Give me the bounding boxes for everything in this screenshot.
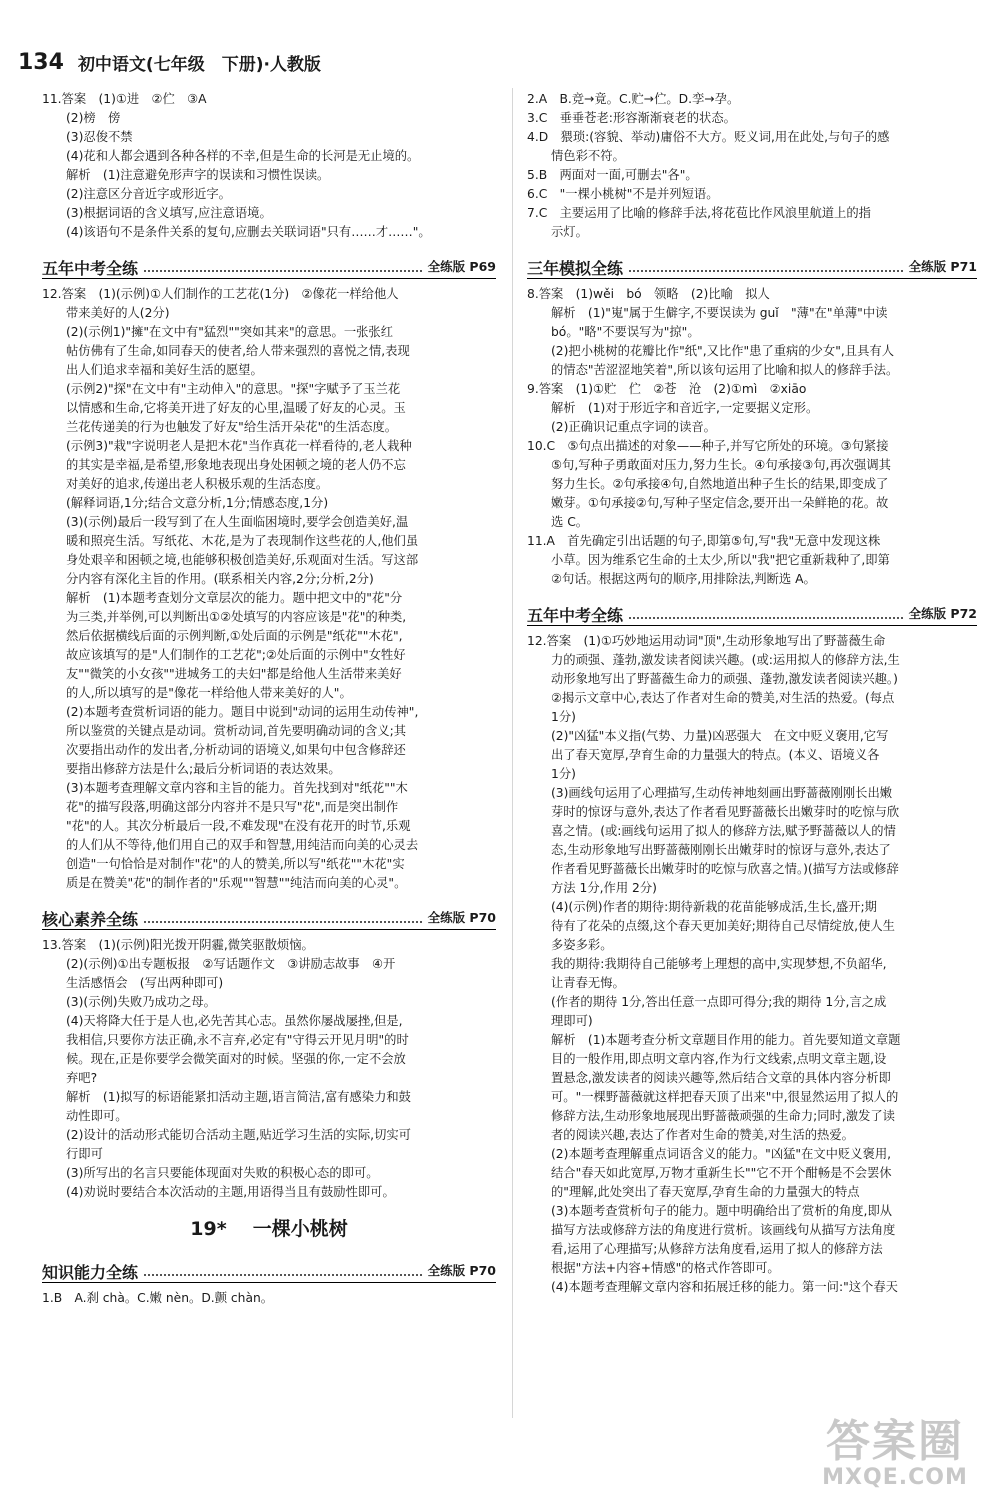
right-column xyxy=(527,90,977,1297)
watermark-text-en: MXQE.COM xyxy=(822,1465,968,1490)
text-line: 者的阅读兴趣,表达了作者对生命的赞美,对生活的热爱。 xyxy=(551,1128,854,1142)
text-line: 12.答案 (1)①巧妙地运用动词"顶",生动形象地写出了野蔷薇生命 xyxy=(527,634,886,648)
text-line: 出了春天宽厚,孕育生命的力量强大的特点。(本义、语境义各 xyxy=(551,748,880,762)
text-line: 3.C 垂垂苍老:形容渐渐衰老的状态。 xyxy=(527,111,736,125)
dotted-leader xyxy=(144,270,422,272)
text-line: 行即可 xyxy=(66,1147,103,1161)
text-line: 以情感和生命,它将美开进了好友的心里,温暖了好友的心灵。玉 xyxy=(66,401,406,415)
dotted-leader xyxy=(629,617,903,619)
column-divider xyxy=(512,88,513,1418)
text-line: 次要指出动作的发出者,分析动词的语境义,如果句中包含修辞还 xyxy=(66,743,406,757)
text-line: 然后依据横线后面的示例判断,①处后面的示例是"纸花""木花", xyxy=(66,629,403,643)
text-line: 芽时的惊讶与意外,表达了作者看见野蔷薇长出嫩芽时的吃惊与欣 xyxy=(551,805,900,819)
text-line: (4)天将降大任于是人也,必先苦其心志。虽然你屡战屡挫,但是, xyxy=(66,1014,403,1028)
section-title: 五年中考全练 xyxy=(527,606,624,625)
text-line: 暖和照亮生活。写纸花、木花,是为了表现制作这些花的人,他们虽 xyxy=(66,534,419,548)
text-line: 可。"一棵野蔷薇就这样把春天顶了出来"中,很显然运用了拟人的 xyxy=(551,1090,899,1104)
text-line: (3)根据词语的含义填写,应注意语境。 xyxy=(66,206,272,220)
text-line: 看,运用了心理描写;从修辞方法角度看,运用了拟人的修辞方法 xyxy=(551,1242,883,1256)
lesson-number: 19* xyxy=(190,1218,227,1240)
text-line: (2)榜 傍 xyxy=(66,111,121,125)
text-line: 1.B A.刹 chà。C.嫩 nèn。D.颤 chàn。 xyxy=(42,1291,274,1305)
text-line: 11.答案 (1)①进 ②伫 ③A xyxy=(42,92,207,106)
text-line: 为三类,并举例,可以判断出①②处填写的内容应该是"花"的种类, xyxy=(66,610,407,624)
text-line: 情色彩不符。 xyxy=(551,149,625,163)
text-line: 小草。因为维系它生命的土太少,所以"我"把它重新栽种了,即第 xyxy=(551,553,890,567)
page-reference: 全练版 P72 xyxy=(908,606,977,621)
text-line: 创造"一句恰恰是对制作"花"的人的赞美,所以写"纸花""木花"实 xyxy=(66,857,405,871)
text-line: (3)本题考查理解文章内容和主旨的能力。首先找到对"纸花""木 xyxy=(66,781,408,795)
lesson-title: 一棵小桃树 xyxy=(252,1218,348,1240)
text-line: 解析 (1)"嵬"属于生僻字,不要误读为 guǐ "薄"在"单薄"中读 xyxy=(551,306,888,320)
page-reference: 全练版 P70 xyxy=(427,910,496,925)
text-line: 对美好的追求,传递出老人积极乐观的生活态度。 xyxy=(66,477,329,491)
text-line: 解析 (1)本题考查分析文章题目作用的能力。首先要知道文章题 xyxy=(551,1033,901,1047)
text-line: 分内容有深化主旨的作用。(联系相关内容,2分;分析,2分) xyxy=(66,572,374,586)
text-line: 解析 (1)本题考查划分文章层次的能力。题中把文中的"花"分 xyxy=(66,591,403,605)
text-line: 嫩芽。①句承接②句,写种子坚定信念,要开出一朵鲜艳的花。故 xyxy=(551,496,889,510)
text-line: 出人们追求幸福和美好生活的愿望。 xyxy=(66,363,263,377)
text-line: 理即可) xyxy=(551,1014,593,1028)
text-line: (2)本题考查赏析词语的能力。题目中说到"动词的运用生动传神", xyxy=(66,705,419,719)
text-line: 质是在赞美"花"的制作者的"乐观""智慧""纯洁而向美的心灵"。 xyxy=(66,876,407,890)
section-heading xyxy=(527,595,977,626)
text-line: 花"的描写段落,明确这部分内容并不是只写"花",而是突出制作 xyxy=(66,800,399,814)
text-line: (4)劝说时要结合本次活动的主题,用语得当且有鼓励性即可。 xyxy=(66,1185,395,1199)
text-line: ②句话。根据这两句的顺序,用排除法,判断选 A。 xyxy=(551,572,816,586)
text-line: 的情态"苦涩涩地笑着",所以该句运用了比喻和拟人的修辞手法。 xyxy=(551,363,899,377)
text-line: 候。现在,正是你要学会微笑面对的时候。坚强的你,一定不会放 xyxy=(66,1052,406,1066)
text-line: 弃吧? xyxy=(66,1071,98,1085)
text-line: (4)该语句不是条件关系的复句,应删去关联词语"只有……才……"。 xyxy=(66,225,431,239)
text-line: (解释词语,1分;结合文意分析,1分;情感态度,1分) xyxy=(66,496,329,510)
section-title: 五年中考全练 xyxy=(42,259,139,278)
text-line: (2)(示例1)"擁"在文中有"猛烈""突如其来"的意思。一张张红 xyxy=(66,325,394,339)
text-line: 的人们从不等待,他们用自己的双手和智慧,用纯洁而向美的心灵去 xyxy=(66,838,419,852)
text-line: (3)本题考查赏析句子的能力。题中明确给出了赏析的角度,即从 xyxy=(551,1204,893,1218)
text-line: 所以鉴赏的关键点是动词。赏析动词,首先要明确动词的含义;其 xyxy=(66,724,407,738)
text-line: 13.答案 (1)(示例)阳光拨开阴霾,微笑驱散烦恼。 xyxy=(42,938,314,952)
section-title: 核心素养全练 xyxy=(42,910,139,929)
text-line: (4)(示例)作者的期待:期待新栽的花苗能够成活,生长,盛开;期 xyxy=(551,900,877,914)
left-column xyxy=(42,90,496,1308)
text-line: 1分) xyxy=(551,710,576,724)
text-line: (3)画线句运用了心理描写,生动传神地刻画出野蔷薇刚刚长出嫩 xyxy=(551,786,893,800)
text-line: (示例2)"探"在文中有"主动伸入"的意思。"探"字赋予了玉兰花 xyxy=(66,382,401,396)
text-line: 10.C ⑤句点出描述的对象——种子,并写它所处的环境。③句紧接 xyxy=(527,439,889,453)
watermark-logo xyxy=(800,1418,990,1492)
text-line: (4)本题考查理解文章内容和拓展迁移的能力。第一问:"这个春天 xyxy=(551,1280,898,1294)
text-line: 根据"方法+内容+情感"的格式作答即可。 xyxy=(551,1261,780,1275)
section-heading xyxy=(527,248,977,279)
text-line: 6.C "一棵小桃树"不是并列短语。 xyxy=(527,187,719,201)
text-line: (3)忍俊不禁 xyxy=(66,130,133,144)
text-line: 我相信,只要你方法正确,永不言弃,必定有"守得云开见月明"的时 xyxy=(66,1033,409,1047)
text-line: (2)把小桃树的花瓣比作"纸",又比作"患了重病的少女",且具有人 xyxy=(551,344,894,358)
text-line: 的人,所以填写的是"像花一样给他人带来美好的人"。 xyxy=(66,686,352,700)
text-line: 解析 (1)拟写的标语能紧扣活动主题,语言简洁,富有感染力和鼓 xyxy=(66,1090,411,1104)
text-line: 选 C。 xyxy=(551,515,589,529)
text-line: 的"理解,此处突出了春天宽厚,孕育生命的力量强大的特点 xyxy=(551,1185,860,1199)
page-reference: 全练版 P69 xyxy=(427,259,496,274)
text-line: 我的期待:我期待自己能够考上理想的高中,实现梦想,不负韶华, xyxy=(551,957,887,971)
section-title: 知识能力全练 xyxy=(42,1263,139,1282)
text-line: 要指出修辞方法是什么;最后分析词语的表达效果。 xyxy=(66,762,341,776)
text-line: (2)本题考查理解重点词语含义的能力。"凶猛"在文中贬义褒用, xyxy=(551,1147,892,1161)
page-title: 初中语文(七年级 下册)·人教版 xyxy=(77,54,321,75)
text-line: 友""微笑的小女孩""进城务工的夫妇"都是给他人生活带来美好 xyxy=(66,667,402,681)
section-title: 三年模拟全练 xyxy=(527,259,624,278)
text-line: 兰花传递美的行为也触发了好友"给生活开朵花"的生活态度。 xyxy=(66,420,398,434)
text-line: (2)"凶猛"本义指(气势、力量)凶恶强大 在文中贬义褒用,它写 xyxy=(551,729,889,743)
text-line: (3)(示例)最后一段写到了在人生面临困境时,要学会创造美好,温 xyxy=(66,515,409,529)
text-line: bó。"略"不要误写为"掠"。 xyxy=(551,325,700,339)
text-line: (4)花和人都会遇到各种各样的不幸,但是生命的长河是无止境的。 xyxy=(66,149,420,163)
text-line: 故应该填写的是"人们制作的工艺花";②处后面的示例中"女牲好 xyxy=(66,648,406,662)
page-reference: 全练版 P70 xyxy=(427,1263,496,1278)
text-line: 11.A 首先确定引出话题的句子,即第⑤句,写"我"无意中发现这株 xyxy=(527,534,881,548)
text-line: 动性即可。 xyxy=(66,1109,128,1123)
text-line: 2.A B.竞→竟。C.贮→伫。D.孪→孕。 xyxy=(527,92,740,106)
text-line: 力的顽强、蓬勃,激发读者阅读兴趣。(或:运用拟人的修辞方法,生 xyxy=(551,653,900,667)
lesson-heading xyxy=(42,1212,496,1246)
text-line: (3)(示例)失败乃成功之母。 xyxy=(66,995,216,1009)
dotted-leader xyxy=(144,921,422,923)
text-line: 努力生长。②句承接④句,自然地道出种子生长的结果,即变成了 xyxy=(551,477,889,491)
text-line: 作者看见野蔷薇长出嫩芽时的吃惊与欣喜之情。)(描写方法或修辞 xyxy=(551,862,899,876)
text-line: ⑤句,写种子勇敢面对压力,努力生长。④句承接③句,再次强调其 xyxy=(551,458,891,472)
section-heading xyxy=(42,899,496,930)
text-line: 解析 (1)注意避免形声字的误读和习惯性误读。 xyxy=(66,168,330,182)
text-line: 8.答案 (1)wěi bó 领略 (2)比喻 拟人 xyxy=(527,287,770,301)
text-line: 动形象地写出了野蔷薇生命力的顽强、蓬勃,激发读者阅读兴趣。) xyxy=(551,672,898,686)
page-number: 134 xyxy=(18,49,64,75)
text-line: ②揭示文章中心,表达了作者对生命的赞美,对生活的热爱。(每点 xyxy=(551,691,895,705)
section-heading xyxy=(42,248,496,279)
text-line: (2)正确识记重点字词的读音。 xyxy=(551,420,716,434)
text-line: 示灯。 xyxy=(551,225,588,239)
text-line: 12.答案 (1)(示例)①人们制作的工艺花(1分) ②像花一样给他人 xyxy=(42,287,399,301)
text-line: 9.答案 (1)①贮 伫 ②苍 沧 (2)①mì ②xiāo xyxy=(527,382,807,396)
text-line: 喜之情。(或:画线句运用了拟人的修辞方法,赋予野蔷薇以人的情 xyxy=(551,824,896,838)
text-line: 描写方法或修辞方法的角度进行赏析。该画线句从描写方法角度 xyxy=(551,1223,896,1237)
text-line: "花"的人。其次分析最后一段,不难发现"在没有花开的时节,乐观 xyxy=(66,819,411,833)
text-line: 1分) xyxy=(551,767,576,781)
dotted-leader xyxy=(629,270,903,272)
text-line: 生活感悟会 (写出两种即可) xyxy=(66,976,224,990)
text-line: (3)所写出的名言只要能体现面对失败的积极心态的即可。 xyxy=(66,1166,379,1180)
text-line: 5.B 两面对一面,可删去"各"。 xyxy=(527,168,698,182)
dotted-leader xyxy=(144,1274,422,1276)
text-line: (2)注意区分音近字或形近字。 xyxy=(66,187,231,201)
text-line: 身处艰辛和困顿之境,也能够积极创造美好,乐观面对生活。写这部 xyxy=(66,553,419,567)
text-line: 方法 1分,作用 2分) xyxy=(551,881,657,895)
text-line: (2)(示例)①出专题板报 ②写话题作文 ③讲励志故事 ④开 xyxy=(66,957,396,971)
text-line: 7.C 主要运用了比喻的修辞手法,将花苞比作风浪里航道上的指 xyxy=(527,206,871,220)
page-header xyxy=(18,44,978,80)
text-line: (示例3)"栽"字说明老人是把木花"当作真花一样看待的,老人栽种 xyxy=(66,439,412,453)
text-line: (作者的期待 1分,答出任意一点即可得分;我的期待 1分,言之成 xyxy=(551,995,887,1009)
text-line: (2)设计的活动形式能切合活动主题,贴近学习生活的实际,切实可 xyxy=(66,1128,411,1142)
page-reference: 全练版 P71 xyxy=(908,259,977,274)
text-line: 帖仿佛有了生命,如同春天的使者,给人带来强烈的喜悦之情,表现 xyxy=(66,344,410,358)
text-line: 结合"春天如此宽厚,万物才重新生长""它不开个酣畅是不会罢休 xyxy=(551,1166,892,1180)
text-line: 修辞方法,生动形象地展现出野蔷薇顽强的生命力;同时,激发了读 xyxy=(551,1109,895,1123)
text-line: 4.D 猥琐:(容貌、举动)庸俗不大方。贬义词,用在此处,与句子的感 xyxy=(527,130,890,144)
watermark-text-cn: 答案圈 xyxy=(826,1416,964,1467)
text-line: 多姿多彩。 xyxy=(551,938,613,952)
text-line: 带来美好的人(2分) xyxy=(66,306,170,320)
text-line: 待有了花朵的点缀,这个春天更加美好;期待自己尽情绽放,使人生 xyxy=(551,919,895,933)
text-line: 让青春无悔。 xyxy=(551,976,625,990)
text-line: 置悬念,激发读者的阅读兴趣等,然后结合文章的具体内容分析即 xyxy=(551,1071,891,1085)
text-line: 解析 (1)对于形近字和音近字,一定要据义定形。 xyxy=(551,401,819,415)
text-line: 态,生动形象地写出野蔷薇刚刚长出嫩芽时的惊讶与意外,表达了 xyxy=(551,843,891,857)
section-heading xyxy=(42,1252,496,1283)
text-line: 的其实是幸福,是希望,形象地表现出身处困顿之境的老人仍不忘 xyxy=(66,458,406,472)
text-line: 目的一般作用,即点明文章内容,作为行文线索,点明文章主题,设 xyxy=(551,1052,887,1066)
